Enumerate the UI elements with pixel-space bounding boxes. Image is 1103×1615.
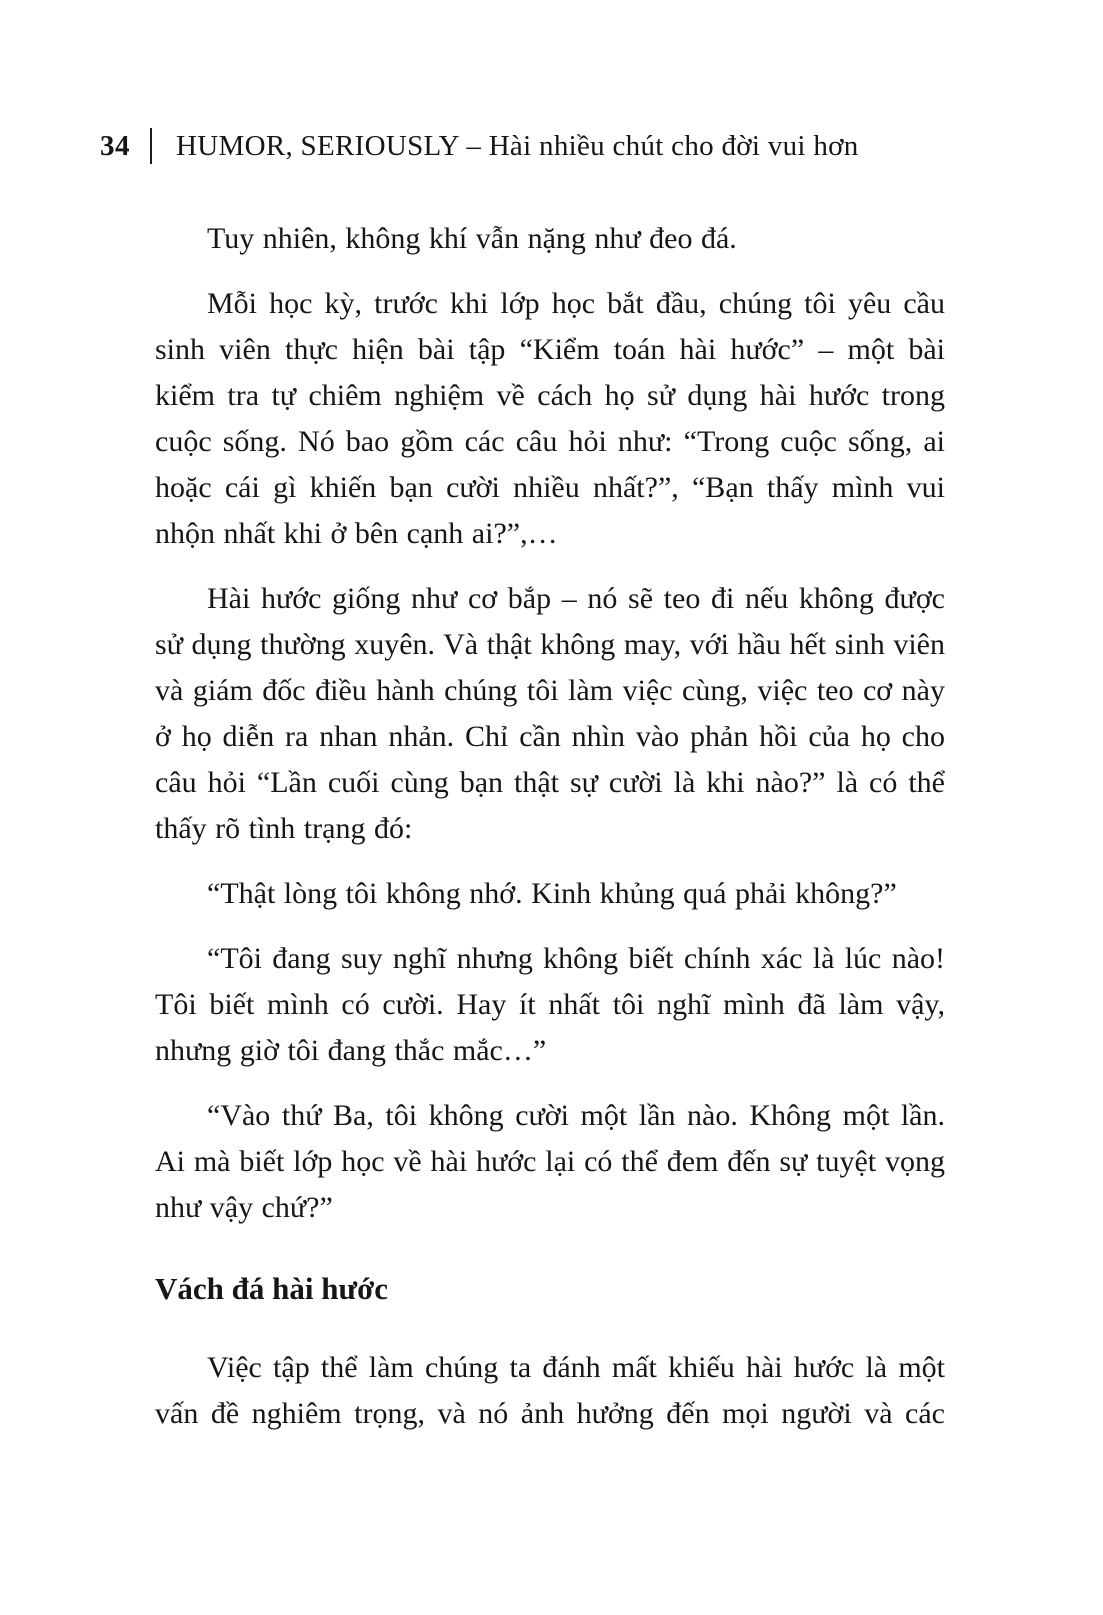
page-header [100, 126, 859, 166]
paragraph-humor-muscle: Hài hước giống như cơ bắp – nó sẽ teo đi nếu không được sử dụng thường xuyên. Và thật không may, với hầu hết sinh viên và giám đốc điều hành chúng tôi làm việc cùng, việc teo cơ này ở họ diễn ra nhan nhản. Chỉ cần nhìn vào phản hồi của họ cho câu hỏi “Lần cuối cùng bạn thật sự cười là khi nào?” là có thể thấy rõ tình trạng đó: [155, 582, 945, 845]
section-heading: Vách đá hài hước [155, 1271, 388, 1306]
paragraph-quote-3: “Vào thứ Ba, tôi không cười một lần nào. Không một lần. Ai mà biết lớp học về hài hước lại có thể đem đến sự tuyệt vọng như vậy chứ?” [155, 1099, 945, 1224]
page-number: 34 [100, 130, 130, 162]
paragraph-quote-2: “Tôi đang suy nghĩ nhưng không biết chính xác là lúc nào! Tôi biết mình có cười. Hay ít nhất tôi nghĩ mình đã làm vậy, nhưng giờ tôi đang thắc mắc…” [155, 942, 945, 1067]
page-body [155, 216, 945, 1437]
paragraph-humor-audit: Mỗi học kỳ, trước khi lớp học bắt đầu, chúng tôi yêu cầu sinh viên thực hiện bài tập “Kiểm toán hài hước” – một bài kiểm tra tự chiêm nghiệm về cách họ sử dụng hài hước trong cuộc sống. Nó bao gồm các câu hỏi như: “Trong cuộc sống, ai hoặc cái gì khiến bạn cười nhiều nhất?”, “Bạn thấy mình vui nhộn nhất khi ở bên cạnh ai?”,… [155, 287, 945, 550]
paragraph-quote-1: “Thật lòng tôi không nhớ. Kinh khủng quá phải không?” [207, 877, 897, 910]
paragraph-opening: Tuy nhiên, không khí vẫn nặng như đeo đá. [207, 222, 737, 255]
running-title: HUMOR, SERIOUSLY – Hài nhiều chút cho đời vui hơn [176, 130, 859, 162]
header-divider [150, 128, 152, 164]
paragraph-closing: Việc tập thể làm chúng ta đánh mất khiếu hài hước là một vấn đề nghiêm trọng, và nó ảnh hưởng đến mọi người và các [155, 1351, 945, 1430]
